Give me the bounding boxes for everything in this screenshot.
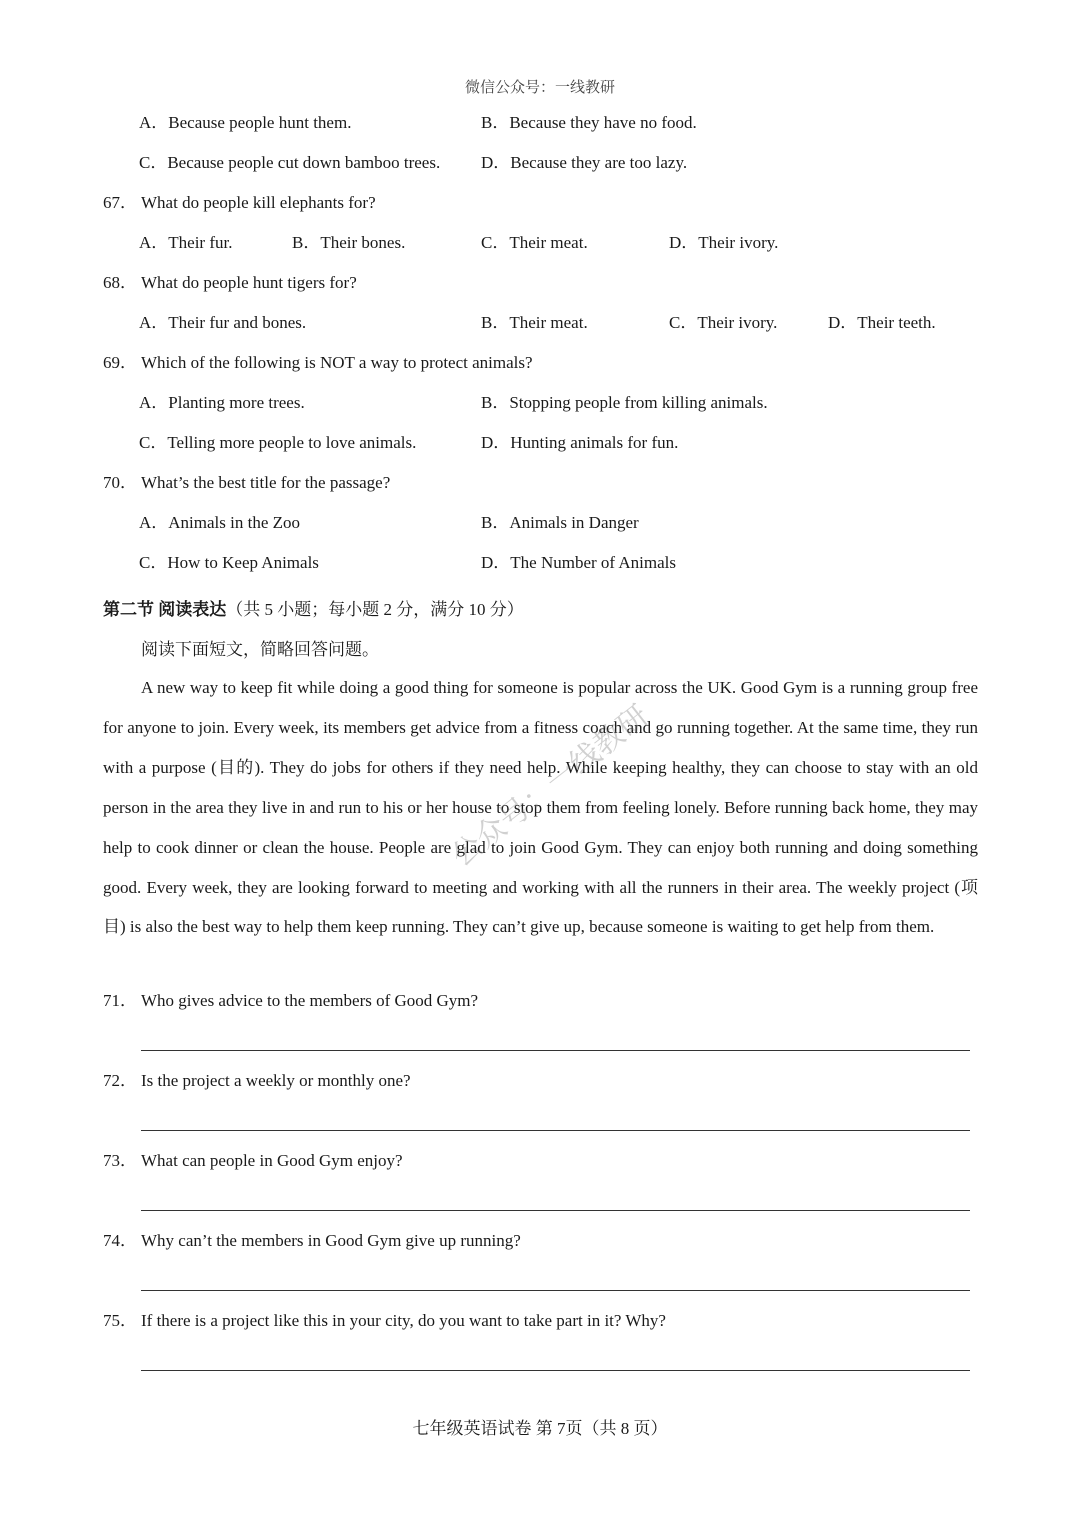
question-number: 75． <box>103 1311 137 1330</box>
q70-option-a: A．Animals in the Zoo <box>139 513 301 532</box>
q67-option-c: C．Their meat. <box>481 233 588 252</box>
question-67 <box>103 192 376 214</box>
q66-option-a: A．Because people hunt them. <box>139 113 352 132</box>
q69-option-a: A．Planting more trees. <box>139 393 305 412</box>
q68-option-d: D．Their teeth. <box>828 313 936 332</box>
q66-option-c: C．Because people cut down bamboo trees. <box>139 153 441 172</box>
section-instruction: 阅读下面短文，简略回答问题。 <box>141 640 379 659</box>
question-text: If there is a project like this in your city, do you want to take part in it? Why? <box>141 1311 666 1330</box>
question-74 <box>103 1230 521 1252</box>
question-number: 74． <box>103 1231 137 1250</box>
answer-line-75[interactable] <box>141 1370 970 1371</box>
question-text: What can people in Good Gym enjoy? <box>141 1151 403 1170</box>
q70-option-d: D．The Number of Animals <box>481 553 676 572</box>
q68-option-b: B．Their meat. <box>481 313 588 332</box>
section-title-bold: 第二节 阅读表达 <box>103 600 227 619</box>
question-number: 69． <box>103 353 137 372</box>
question-text: What do people kill elephants for? <box>141 193 376 212</box>
question-69 <box>103 352 533 374</box>
question-72 <box>103 1070 411 1092</box>
answer-line-72[interactable] <box>141 1130 970 1131</box>
watermark: 公众号：一线教研 <box>444 698 656 874</box>
reading-passage: A new way to keep fit while doing a good thing for someone is popular across the UK. Good Gym is a running group free for anyone to join. Every week, its members get advice from a fitness coach and go running together. At the same time, they run with a purpose (目的). They do jobs for others if they need help. While keeping healthy, they can choose to stay with an old person in the area they live in and run to his or her house to stop them from feeling lonely. Before running back home, they may help to cook dinner or clean the house. People are glad to join Good Gym. They can enjoy both running and doing something good. Every week, they are looking forward to meeting and working with all the runners in their area. The weekly project (项目) is also the best way to help them keep running. They can’t give up, because someone is waiting to get help from them. <box>103 678 978 937</box>
q69-option-d: D．Hunting animals for fun. <box>481 433 679 452</box>
q67-option-b: B．Their bones. <box>292 233 406 252</box>
question-75 <box>103 1310 666 1332</box>
question-68 <box>103 272 357 294</box>
question-number: 68． <box>103 273 137 292</box>
question-text: Is the project a weekly or monthly one? <box>141 1071 411 1090</box>
q66-option-d: D．Because they are too lazy. <box>481 153 688 172</box>
q66-option-b: B．Because they have no food. <box>481 113 697 132</box>
question-text: Why can’t the members in Good Gym give up running? <box>141 1231 521 1250</box>
q69-option-b: B．Stopping people from killing animals. <box>481 393 768 412</box>
question-number: 72． <box>103 1071 137 1090</box>
section-title-scoring: （共 5 小题；每小题 2 分，满分 10 分） <box>226 600 524 619</box>
answer-line-73[interactable] <box>141 1210 970 1211</box>
q67-option-d: D．Their ivory. <box>669 233 779 252</box>
question-number: 73． <box>103 1151 137 1170</box>
question-number: 70． <box>103 473 137 492</box>
q68-option-c: C．Their ivory. <box>669 313 778 332</box>
q70-option-c: C．How to Keep Animals <box>139 553 319 572</box>
q67-option-a: A．Their fur. <box>139 233 233 252</box>
q70-option-b: B．Animals in Danger <box>481 513 639 532</box>
page-footer: 七年级英语试卷 第 7页（共 8 页） <box>412 1419 668 1438</box>
answer-line-74[interactable] <box>141 1290 970 1291</box>
section-title <box>103 595 524 620</box>
question-text: What’s the best title for the passage? <box>141 473 391 492</box>
question-text: What do people hunt tigers for? <box>141 273 357 292</box>
answer-line-71[interactable] <box>141 1050 970 1051</box>
question-number: 67． <box>103 193 137 212</box>
question-text: Which of the following is NOT a way to protect animals? <box>141 353 533 372</box>
question-73 <box>103 1150 403 1172</box>
question-text: Who gives advice to the members of Good Gym? <box>141 991 479 1010</box>
q68-option-a: A．Their fur and bones. <box>139 313 307 332</box>
question-70 <box>103 472 390 494</box>
q69-option-c: C．Telling more people to love animals. <box>139 433 417 452</box>
question-71 <box>103 990 478 1012</box>
page-header: 微信公众号：一线教研 <box>464 80 615 96</box>
question-number: 71． <box>103 991 137 1010</box>
